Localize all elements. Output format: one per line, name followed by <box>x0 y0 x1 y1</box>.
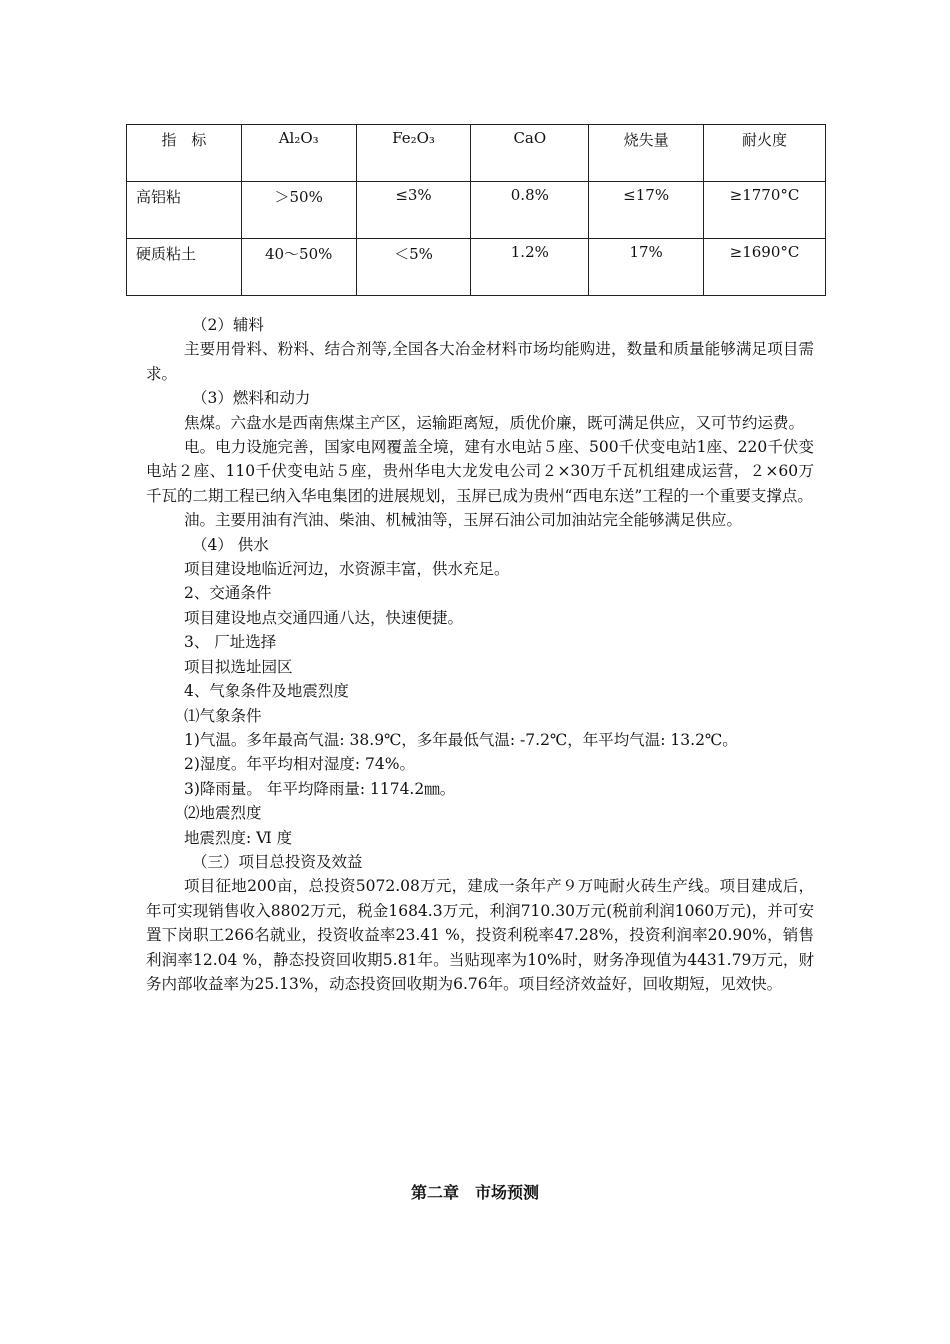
header-cell: CaO <box>471 125 589 182</box>
table-cell: ≥1770°C <box>704 182 826 239</box>
header-cell: 烧失量 <box>589 125 704 182</box>
table-cell: ≥1690°C <box>704 239 826 296</box>
subheading-water: （4） 供水 <box>192 535 269 554</box>
paragraph-electricity: 电。电力设施完善，国家电网覆盖全境，建有水电站５座、500千伏变电站1座、220千伏变电站２座、110千伏变电站５座，贵州华电大龙发电公司２×30万千瓦机组建成运营，２×60万千瓦的二期工程已纳入华电集团的进展规划，玉屏已成为贵州“西电东送”工程的一个重要支撑点。 <box>146 438 814 505</box>
table-cell: ≤17% <box>589 182 704 239</box>
paragraph-temperature: 1)气温。多年最高气温: 38.9℃，多年最低气温: -7.2℃，年平均气温: 13.2℃。 <box>184 730 738 749</box>
subheading-seismic: ⑵地震烈度 <box>184 804 262 823</box>
material-spec-table <box>126 124 826 296</box>
row-label: 硬质粘土 <box>127 239 242 296</box>
heading-climate: 4、气象条件及地震烈度 <box>184 682 349 701</box>
row-label: 高铝粘 <box>127 182 242 239</box>
paragraph-auxiliary: 主要用骨料、粉料、结合剂等,全国各大冶金材料市场均能购进，数量和质量能够满足项目需求。 <box>146 340 814 383</box>
paragraph-site: 项目拟选址园区 <box>184 657 293 676</box>
paragraph-transport: 项目建设地点交通四通八达，快速便捷。 <box>184 608 464 627</box>
heading-transport: 2、交通条件 <box>184 584 272 603</box>
table-cell: 1.2% <box>471 239 589 296</box>
paragraph-water: 项目建设地临近河边，水资源丰富，供水充足。 <box>184 560 510 579</box>
header-cell: 指 标 <box>127 125 242 182</box>
subheading-auxiliary: （2）辅料 <box>192 316 264 334</box>
table-cell: 0.8% <box>471 182 589 239</box>
header-cell: Al₂O₃ <box>241 125 356 182</box>
paragraph-seismic: 地震烈度: Ⅵ 度 <box>184 828 293 847</box>
table-cell: ＜5% <box>356 239 471 296</box>
table-cell: ≤3% <box>356 182 471 239</box>
paragraph-humidity: 2)湿度。年平均相对湿度: 74%。 <box>184 755 416 774</box>
chapter-title: 第二章 市场预测 <box>410 1183 539 1202</box>
paragraph-oil: 油。主要用油有汽油、柴油、机械油等，玉屏石油公司加油站完全能够满足供应。 <box>184 511 743 530</box>
table-row <box>127 239 826 296</box>
subheading-fuel-power: （3）燃料和动力 <box>192 389 311 408</box>
table-row <box>127 182 826 239</box>
table-header-row <box>127 125 826 182</box>
paragraph-investment: 项目征地200亩，总投资5072.08万元，建成一条年产９万吨耐火砖生产线。项目建成后，年可实现销售收入8802万元，税金1684.3万元，利润710.30万元(税前利润1060万元)，并可安置下岗职工266名就业，投资收益率23.41 %，投资利税率47.28%，投资利润率20.90%，销售利润率12.04 %，静态投资回收期5.81年。当贴现率为10%时，财务净现值为4431.79万元，财务内部收益率为25.13%，动态投资回收期为6.76年。项目经济效益好，回收期短，见效快。 <box>146 877 814 993</box>
table-cell: ＞50% <box>241 182 356 239</box>
header-cell: Fe₂O₃ <box>356 125 471 182</box>
heading-investment: （三）项目总投资及效益 <box>192 852 363 871</box>
paragraph-coal: 焦煤。六盘水是西南焦煤主产区，运输距离短，质优价廉，既可满足供应，又可节约运费。 <box>184 413 805 432</box>
subheading-climate: ⑴气象条件 <box>184 706 262 725</box>
table-cell: 17% <box>589 239 704 296</box>
table-cell: 40～50% <box>241 239 356 296</box>
body-text <box>146 313 814 996</box>
heading-site: 3、 厂址选择 <box>184 633 277 652</box>
header-cell: 耐火度 <box>704 125 826 182</box>
paragraph-rainfall: 3)降雨量。 年平均降雨量: 1174.2㎜。 <box>184 779 456 798</box>
